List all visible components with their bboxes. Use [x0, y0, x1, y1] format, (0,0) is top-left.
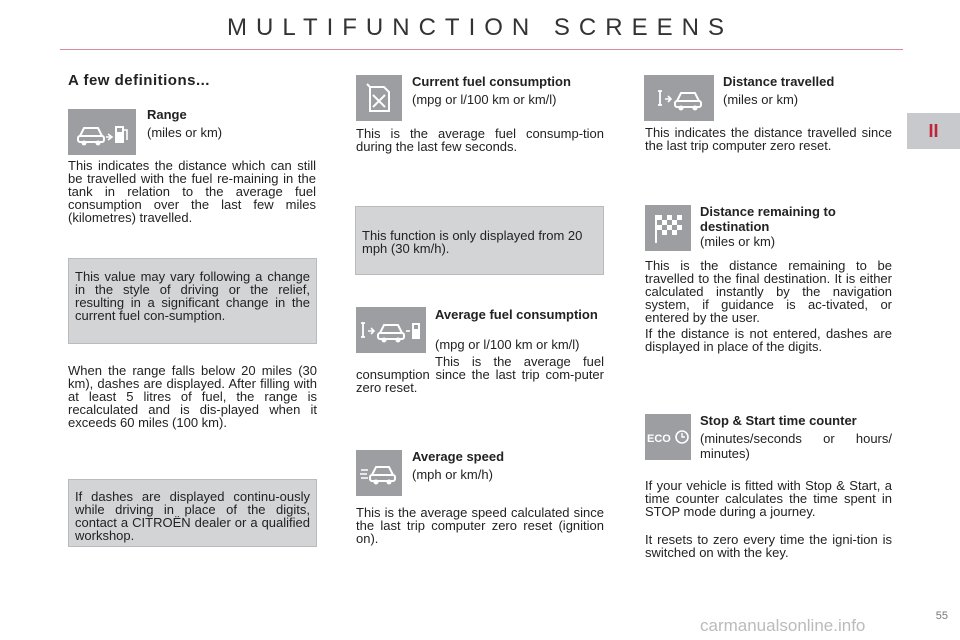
current-consumption-text: This is the average fuel consump-tion during the last few seconds.	[356, 126, 604, 154]
stop-start-reset-text: It resets to zero every time the igni-tion is switched on with the key.	[645, 532, 892, 560]
page-number: 55	[935, 610, 948, 622]
stop-start-text: If your vehicle is fitted with Stop & Start, a time counter calculates the time spent in STOP mode during a journey.	[645, 478, 892, 519]
stop-start-unit: (minutes/seconds or hours/ minutes)	[700, 431, 892, 461]
average-speed-unit: (mph or km/h)	[412, 467, 493, 482]
current-consumption-title: Current fuel consumption	[412, 74, 571, 89]
watermark: carmanualsonline.info	[700, 616, 866, 635]
average-speed-title: Average speed	[412, 449, 505, 464]
dealer-note-box: If dashes are displayed continu-ously while driving in place of the digits, contact a CITROËN dealer or a qualified workshop.	[68, 479, 317, 547]
average-fuel-unit: (mpg or l/100 km or km/l)	[435, 337, 580, 352]
chequered-flag-icon	[645, 205, 691, 251]
distance-travelled-text: This indicates the distance travelled since the last trip computer zero reset.	[645, 125, 892, 153]
section-heading: A few definitions...	[68, 72, 210, 89]
average-fuel-icon	[356, 307, 426, 353]
car-fuel-pump-icon	[68, 109, 136, 155]
average-fuel-title: Average fuel consumption	[435, 307, 598, 322]
average-fuel-text: This is the average fuel consumption since the last trip com-puter zero reset.	[356, 354, 604, 395]
distance-travelled-title: Distance travelled	[723, 74, 835, 89]
fuel-can-icon	[356, 75, 402, 121]
title-divider	[60, 49, 903, 50]
range-dashes-text: When the range falls below 20 miles (30 km), dashes are displayed. After filling with at least 5 litres of fuel, the range is recalculated and is dis-played when it exceeds 60 miles (100 km).	[68, 363, 317, 430]
current-consumption-unit: (mpg or l/100 km or km/l)	[412, 92, 557, 107]
chapter-tab: II	[907, 113, 960, 149]
distance-remaining-unit: (miles or km)	[700, 234, 776, 249]
distance-car-icon	[644, 75, 714, 121]
eco-label: ECO	[647, 433, 671, 445]
range-note-box: This value may vary following a change in the style of driving or the relief, resulting in a significant change in the current fuel con-sumption.	[68, 258, 317, 344]
speed-car-icon	[356, 450, 402, 496]
stop-start-title: Stop & Start time counter	[700, 413, 857, 428]
page-title: MULTIFUNCTION SCREENS	[227, 14, 733, 41]
range-title: Range	[147, 107, 187, 122]
distance-travelled-unit: (miles or km)	[723, 92, 799, 107]
eco-timer-icon	[645, 414, 691, 460]
range-text: This indicates the distance which can still be travelled with the fuel re-maining in the tank in relation to the average fuel consumption over the last few miles (kilometres) travelled.	[68, 158, 316, 225]
average-speed-text: This is the average speed calculated since the last trip computer zero reset (ignition on).	[356, 505, 604, 546]
distance-remaining-title: Distance remaining to destination	[700, 204, 836, 234]
speed-note-box: This function is only displayed from 20 mph (30 km/h).	[355, 206, 604, 275]
distance-remaining-text: This is the distance remaining to be travelled to the final destination. It is either calculated instantly by the navigation system, if guidance is ac-tivated, or entered by the user.	[645, 258, 892, 325]
range-unit: (miles or km)	[147, 125, 223, 140]
distance-remaining-note: If the distance is not entered, dashes are displayed in place of the digits.	[645, 326, 892, 354]
